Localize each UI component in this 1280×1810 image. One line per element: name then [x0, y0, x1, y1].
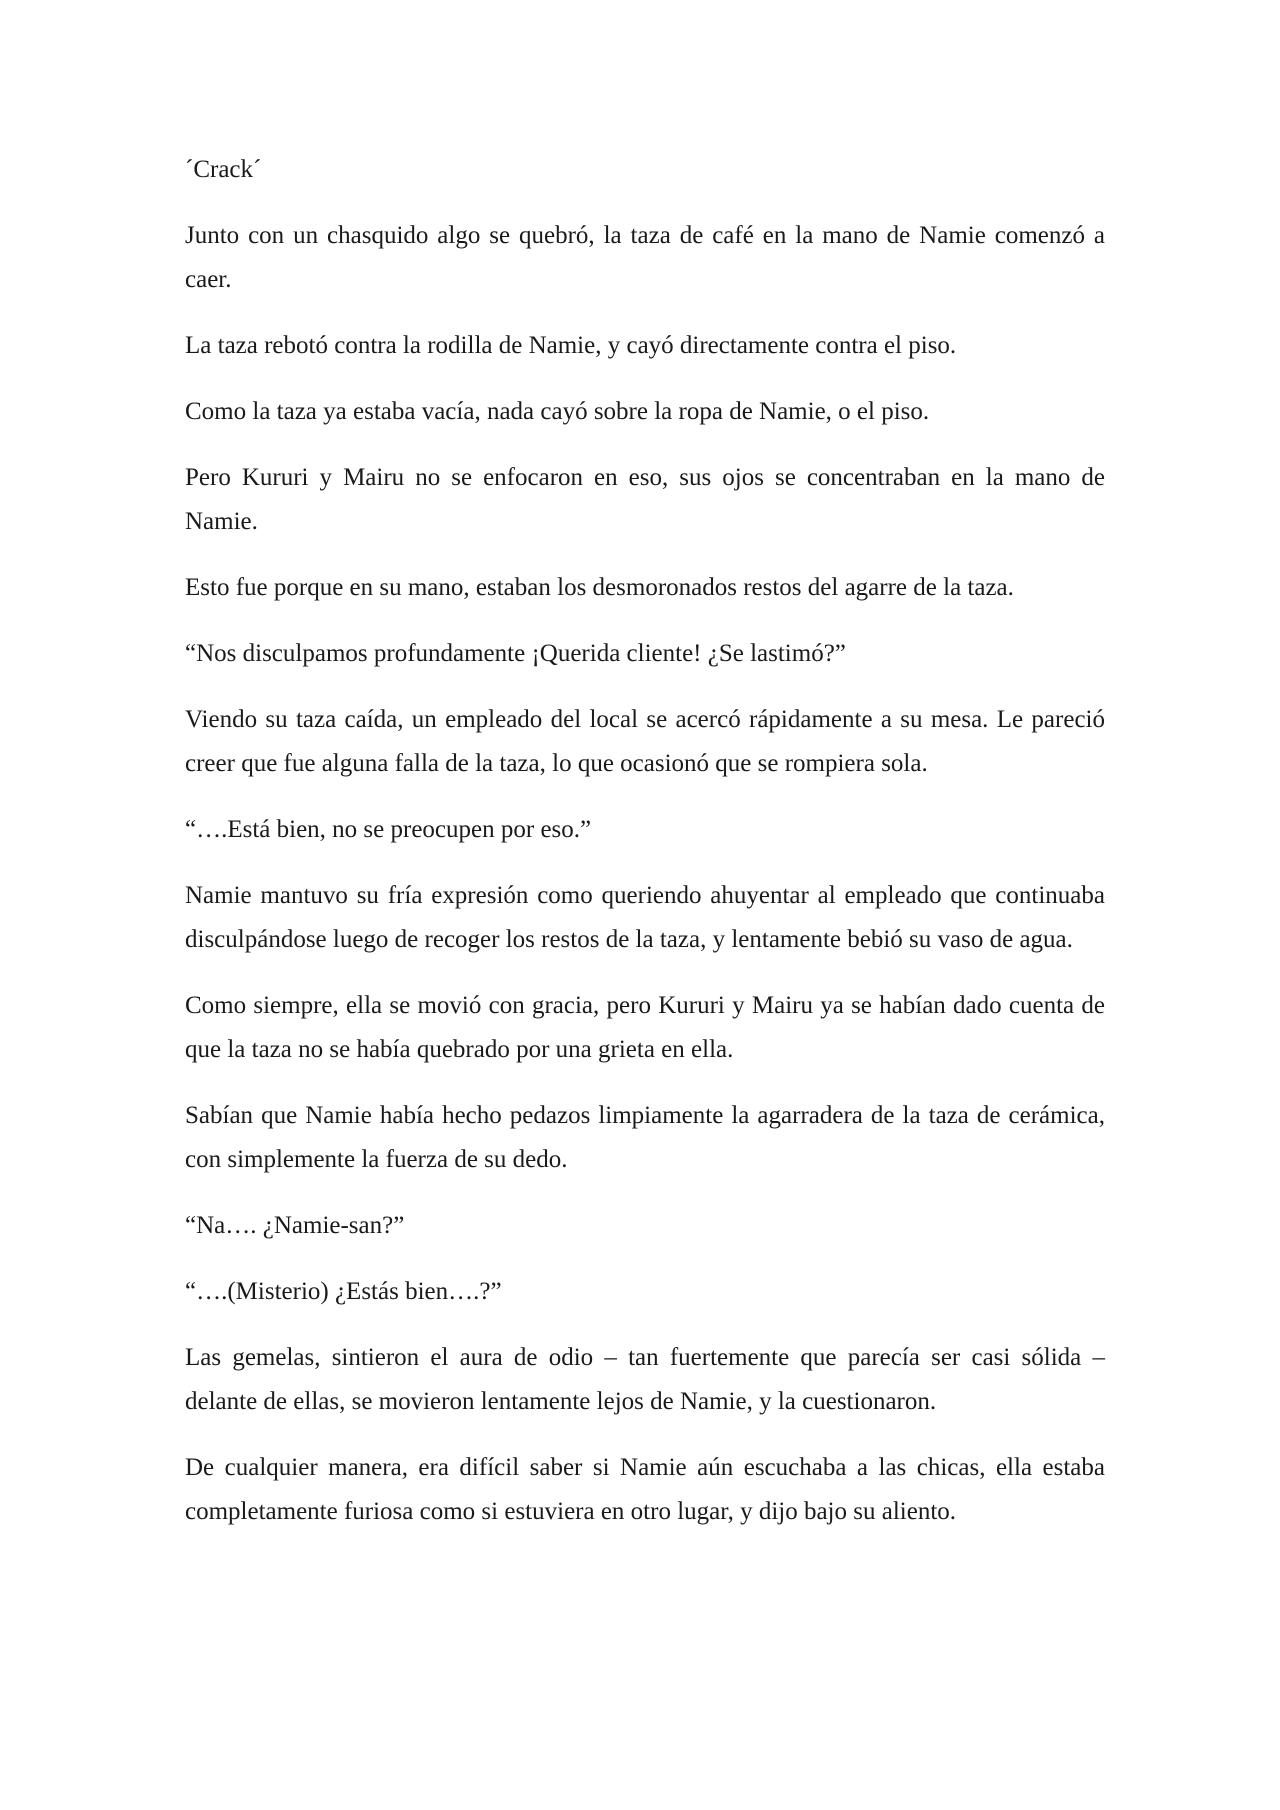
- paragraph: Como siempre, ella se movió con gracia, pero Kururi y Mairu ya se habían dado cuenta de que la taza no se había quebrado por una grieta en ella.: [185, 992, 1105, 1063]
- paragraph: Namie mantuvo su fría expresión como queriendo ahuyentar al empleado que continuaba disculpándose luego de recoger los restos de la taza, y lentamente bebió su vaso de agua.: [185, 882, 1105, 953]
- paragraph: Esto fue porque en su mano, estaban los desmoronados restos del agarre de la taza.: [185, 574, 1014, 601]
- body-text: [185, 148, 1105, 1556]
- paragraph: Pero Kururi y Mairu no se enfocaron en eso, sus ojos se concentraban en la mano de Namie.: [185, 464, 1105, 535]
- paragraph: Sabían que Namie había hecho pedazos limpiamente la agarradera de la taza de cerámica, con simplemente la fuerza de su dedo.: [185, 1102, 1105, 1173]
- dialogue-line: “….Está bien, no se preocupen por eso.”: [185, 816, 592, 843]
- dialogue-line: “Na…. ¿Namie-san?”: [185, 1212, 405, 1239]
- paragraph: Las gemelas, sintieron el aura de odio – tan fuertemente que parecía ser casi sólida – delante de ellas, se movieron lentamente lejos de Namie, y la cuestionaron.: [185, 1344, 1105, 1415]
- paragraph: De cualquier manera, era difícil saber si Namie aún escuchaba a las chicas, ella estaba completamente furiosa como si estuviera en otro lugar, y dijo bajo su aliento.: [185, 1454, 1105, 1525]
- paragraph: Junto con un chasquido algo se quebró, la taza de café en la mano de Namie comenzó a caer.: [185, 222, 1105, 293]
- paragraph: ´Crack´: [185, 156, 262, 183]
- paragraph: Como la taza ya estaba vacía, nada cayó sobre la ropa de Namie, o el piso.: [185, 398, 930, 425]
- paragraph: Viendo su taza caída, un empleado del local se acercó rápidamente a su mesa. Le pareció creer que fue alguna falla de la taza, lo que ocasionó que se rompiera sola.: [185, 706, 1105, 777]
- dialogue-line: “….(Misterio) ¿Estás bien….?”: [185, 1278, 502, 1305]
- paragraph: La taza rebotó contra la rodilla de Namie, y cayó directamente contra el piso.: [185, 332, 957, 359]
- dialogue-line: “Nos disculpamos profundamente ¡Querida cliente! ¿Se lastimó?”: [185, 640, 846, 667]
